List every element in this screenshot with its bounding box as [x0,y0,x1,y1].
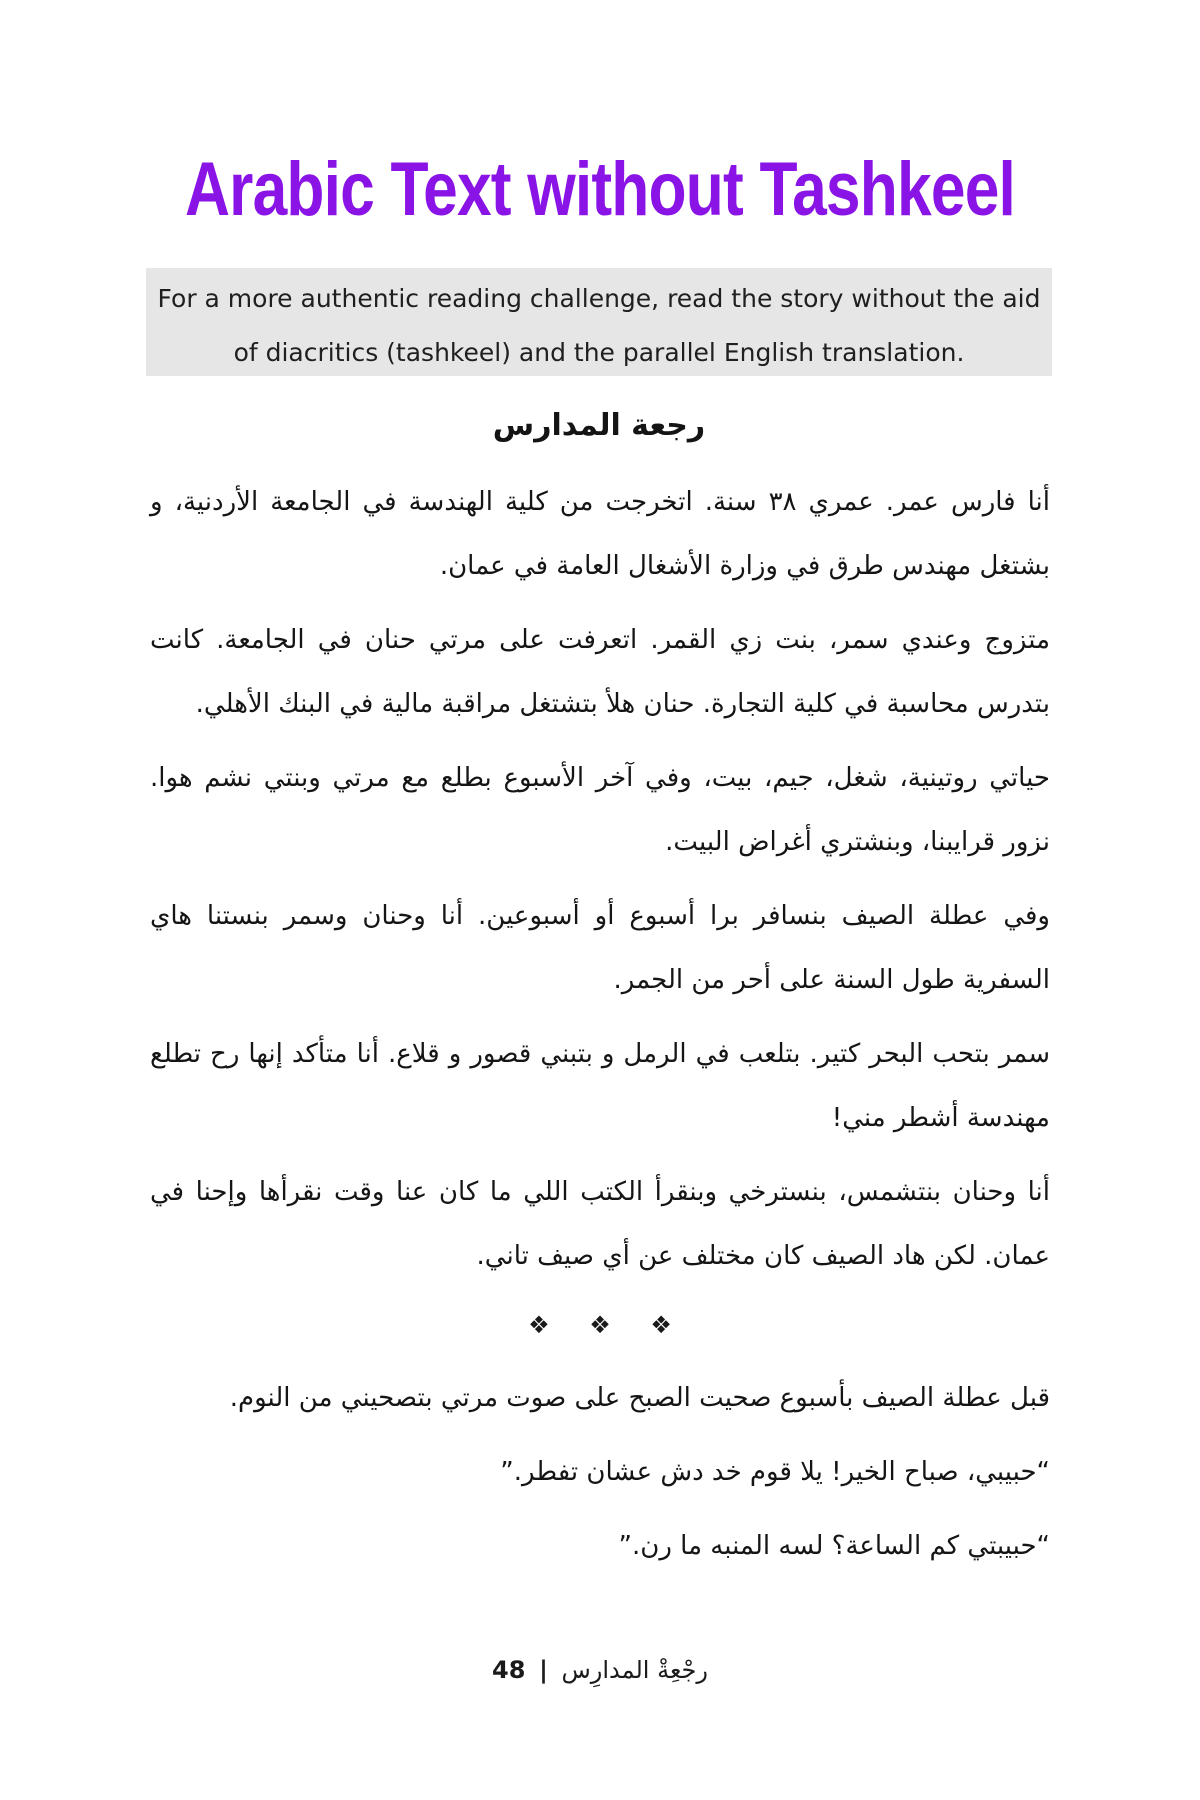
story-paragraph: أنا فارس عمر. عمري ٣٨ سنة. اتخرجت من كلية الهندسة في الجامعة الأردنية، و بشتغل مهندس طرق في وزارة الأشغال العامة في عمان. [150,487,1051,581]
scene-break-ornament-icon: ❖ [589,1311,611,1339]
page-footer [0,1650,1200,1690]
story-paragraph: متزوج وعندي سمر، بنت زي القمر. اتعرفت على مرتي حنان في الجامعة. كانت بتدرس محاسبة في كلية التجارة. حنان هلأ بتشتغل مراقبة مالية في البنك الأهلي. [150,625,1050,719]
intro-note: For a more authentic reading challenge, read the story without the aid of diacritics (tashkeel) and the parallel English translation. [146,268,1052,376]
story-paragraph: أنا وحنان بنتشمس، بنسترخي وبنقرأ الكتب اللي ما كان عنا وقت نقرأها وإحنا في عمان. لكن هاد الصيف كان مختلف عن أي صيف تاني. [150,1177,1050,1271]
story-paragraph: حياتي روتينية، شغل، جيم، بيت، وفي آخر الأسبوع بطلع مع مرتي وبنتي نشم هوا. نزور قرايبنا، وبنشتري أغراض البيت. [150,763,1050,857]
scene-break [150,1298,1050,1352]
page-number: 48 [492,1656,526,1684]
page-title: Arabic Text without Tashkeel [184,147,1016,232]
footer-book-title: رجْعِةْ المدارِس [561,1656,708,1684]
scene-break-ornament-icon: ❖ [650,1311,672,1339]
story-paragraph: وفي عطلة الصيف بنسافر برا أسبوع أو أسبوعين. أنا وحنان وسمر بنستنا هاي السفرية طول السنة على أحر من الجمر. [150,901,1050,995]
story-paragraph: سمر بتحب البحر كتير. بتلعب في الرمل و بتبني قصور و قلاع. أنا متأكد إنها رح تطلع مهندسة أشطر مني! [150,1039,1050,1133]
dialogue-line: “حبيبي، صباح الخير! يلا قوم خد دش عشان تفطر.” [500,1457,1050,1487]
footer-separator: | [539,1656,548,1684]
dialogue-line: “حبيبتي كم الساعة؟ لسه المنبه ما رن.” [618,1531,1050,1561]
story-body [150,470,1050,1588]
story-paragraph: قبل عطلة الصيف بأسبوع صحيت الصبح على صوت مرتي بتصحيني من النوم. [229,1383,1050,1413]
scene-break-ornament-icon: ❖ [528,1311,550,1339]
story-title: رجعة المدارس [492,408,706,443]
